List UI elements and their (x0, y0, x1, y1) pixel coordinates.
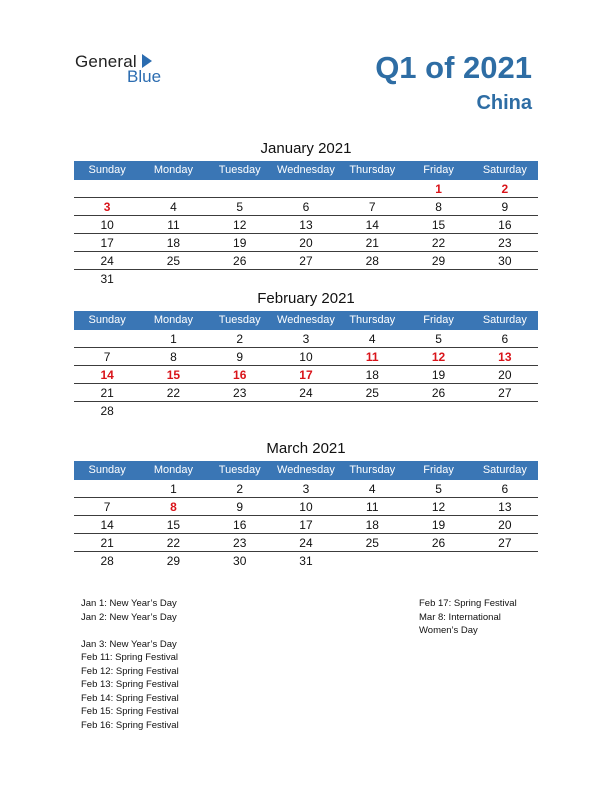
day-cell: 15 (166, 518, 181, 532)
weekday-label: Sunday (88, 464, 126, 476)
weekday-label: Friday (423, 314, 454, 326)
week-row (74, 366, 538, 384)
day-cell: 11 (365, 350, 379, 364)
day-cell: 19 (431, 518, 446, 532)
day-cell: 22 (431, 236, 446, 250)
day-cell: 5 (435, 482, 442, 496)
weekday-label: Saturday (482, 464, 527, 476)
day-cell: 17 (299, 518, 313, 532)
weekday-label: Friday (423, 164, 454, 176)
day-cell: 14 (365, 218, 379, 232)
day-cell: 14 (100, 518, 114, 532)
weekday-label: Tuesday (218, 464, 261, 476)
month-calendar (74, 138, 538, 287)
week-row (74, 198, 538, 216)
week-row (74, 180, 538, 198)
day-cell: 8 (435, 200, 442, 214)
day-cell: 27 (498, 536, 512, 550)
day-cell: 9 (501, 200, 509, 214)
weekday-label: Saturday (482, 314, 527, 326)
day-cell: 24 (299, 536, 313, 550)
month-calendar (74, 288, 538, 419)
day-cell: 5 (236, 200, 244, 214)
day-cell (140, 270, 206, 287)
day-cell: 2 (236, 332, 244, 346)
day-cell (74, 330, 140, 347)
day-cell: 6 (501, 482, 509, 496)
day-cell (339, 270, 405, 287)
day-cell: 8 (170, 500, 177, 514)
day-cell: 14 (100, 368, 114, 382)
day-cell (207, 402, 273, 419)
day-cell (273, 180, 339, 197)
day-cell (273, 270, 339, 287)
holiday-note: Feb 17: Spring Festival (419, 598, 517, 609)
week-row (74, 498, 538, 516)
day-cell: 24 (100, 254, 114, 268)
day-cell: 20 (299, 236, 313, 250)
day-cell: 25 (365, 536, 379, 550)
day-cell: 25 (166, 254, 181, 268)
holiday-note: Mar 8: International (419, 611, 501, 623)
week-row (74, 552, 538, 569)
weekday-label: Sunday (88, 164, 126, 176)
day-cell: 4 (368, 332, 376, 346)
holiday-note: Jan 3: New Year’s Day (81, 638, 177, 650)
day-cell: 7 (368, 200, 376, 214)
day-cell: 3 (302, 482, 310, 496)
weekday-header (74, 461, 538, 480)
month-title: January 2021 (260, 140, 352, 157)
logo (75, 52, 175, 88)
day-cell: 21 (100, 386, 114, 400)
day-cell (339, 180, 405, 197)
day-cell: 15 (431, 218, 446, 232)
holiday-note: Women’s Day (419, 625, 478, 636)
notes-spacer (81, 624, 179, 638)
week-row (74, 330, 538, 348)
weekday-header (74, 161, 538, 180)
day-cell: 13 (498, 500, 512, 514)
weekday-label: Monday (153, 164, 193, 176)
day-cell: 22 (166, 536, 181, 550)
day-cell: 7 (103, 500, 111, 514)
holiday-notes-right (419, 597, 517, 638)
page-title: Q1 of 2021 (375, 50, 532, 85)
day-cell: 13 (299, 218, 313, 232)
day-cell (472, 270, 538, 287)
day-cell (339, 402, 405, 419)
logo-general-text: General (75, 52, 137, 71)
holiday-notes-left (81, 597, 179, 732)
day-cell (339, 552, 405, 569)
day-cell (273, 402, 339, 419)
day-cell: 23 (233, 386, 247, 400)
day-cell: 12 (233, 218, 247, 232)
day-cell (207, 180, 273, 197)
weekday-label: Thursday (349, 314, 396, 326)
weekday-label: Tuesday (218, 164, 261, 176)
day-cell: 18 (365, 518, 379, 532)
day-cell: 20 (498, 368, 512, 382)
day-cell: 27 (299, 254, 313, 268)
day-cell: 9 (236, 350, 244, 364)
day-cell (405, 402, 471, 419)
day-cell: 26 (431, 536, 446, 550)
weekday-label: Friday (423, 464, 454, 476)
day-cell: 23 (233, 536, 247, 550)
day-cell: 21 (100, 536, 114, 550)
day-cell: 3 (302, 332, 310, 346)
day-cell (472, 552, 538, 569)
day-cell (74, 180, 140, 197)
day-cell: 25 (365, 386, 379, 400)
day-cell: 9 (236, 500, 244, 514)
day-cell (472, 402, 538, 419)
weekday-label: Saturday (482, 164, 527, 176)
day-cell: 21 (365, 236, 379, 250)
day-cell: 20 (498, 518, 512, 532)
day-cell: 4 (170, 200, 177, 214)
day-cell: 28 (100, 554, 114, 568)
day-cell: 4 (368, 482, 376, 496)
day-cell: 24 (299, 386, 313, 400)
day-cell: 6 (302, 200, 310, 214)
logo-blue-text: Blue (127, 67, 162, 86)
week-row (74, 384, 538, 402)
holiday-note: Jan 1: New Year’s Day (81, 598, 177, 609)
day-cell: 17 (299, 368, 313, 382)
day-cell: 16 (233, 518, 247, 532)
week-row (74, 348, 538, 366)
day-cell: 26 (233, 254, 247, 268)
day-cell (140, 402, 206, 419)
holiday-note: Feb 16: Spring Festival (81, 719, 179, 731)
day-cell: 29 (431, 254, 446, 268)
day-cell: 30 (233, 554, 247, 568)
weekday-header (74, 311, 538, 330)
week-row (74, 402, 538, 419)
day-cell: 5 (435, 332, 442, 346)
weekday-label: Wednesday (277, 314, 335, 326)
week-row (74, 480, 538, 498)
day-cell (207, 270, 273, 287)
day-cell: 2 (236, 482, 244, 496)
day-cell: 16 (233, 368, 247, 382)
weekday-label: Sunday (88, 314, 126, 326)
day-cell: 7 (103, 350, 111, 364)
day-cell (74, 480, 140, 497)
day-cell: 22 (166, 386, 181, 400)
day-cell: 12 (431, 500, 446, 514)
week-row (74, 534, 538, 552)
day-cell: 29 (166, 554, 181, 568)
day-cell (140, 180, 206, 197)
weekday-label: Thursday (349, 164, 396, 176)
day-cell: 8 (170, 350, 177, 364)
day-cell: 1 (170, 332, 177, 346)
day-cell: 6 (501, 332, 509, 346)
day-cell: 30 (498, 254, 512, 268)
day-cell: 11 (366, 500, 379, 514)
country-name: China (476, 92, 532, 114)
day-cell: 23 (498, 236, 512, 250)
month-calendar (74, 438, 538, 569)
week-row (74, 216, 538, 234)
day-cell (405, 270, 471, 287)
day-cell: 19 (233, 236, 247, 250)
day-cell: 28 (100, 404, 114, 418)
holiday-note: Feb 15: Spring Festival (81, 706, 179, 717)
day-cell: 15 (166, 368, 181, 382)
weekday-label: Wednesday (277, 164, 335, 176)
week-row (74, 252, 538, 270)
day-cell: 3 (103, 200, 111, 214)
day-cell: 10 (100, 218, 114, 232)
day-cell: 28 (365, 254, 379, 268)
day-cell: 18 (365, 368, 379, 382)
holiday-note: Jan 2: New Year’s Day (81, 611, 177, 623)
week-row (74, 516, 538, 534)
logo-triangle-icon (142, 54, 152, 68)
day-cell: 17 (100, 236, 114, 250)
weekday-label: Monday (153, 464, 193, 476)
day-cell: 13 (498, 350, 512, 364)
day-cell: 31 (100, 272, 114, 286)
holiday-note: Feb 13: Spring Festival (81, 679, 179, 690)
day-cell: 1 (435, 182, 442, 196)
day-cell: 10 (299, 350, 313, 364)
weekday-label: Thursday (349, 464, 396, 476)
day-cell: 18 (166, 236, 181, 250)
weekday-label: Monday (153, 314, 193, 326)
weekday-label: Tuesday (218, 314, 261, 326)
day-cell: 26 (431, 386, 446, 400)
day-cell: 2 (501, 182, 509, 196)
day-cell: 31 (299, 554, 313, 568)
week-row (74, 270, 538, 287)
month-title: February 2021 (257, 290, 355, 307)
holiday-note: Feb 14: Spring Festival (81, 692, 179, 704)
holiday-note: Feb 12: Spring Festival (81, 665, 179, 677)
day-cell: 27 (498, 386, 512, 400)
day-cell: 11 (167, 218, 180, 232)
day-cell: 12 (431, 350, 446, 364)
week-row (74, 234, 538, 252)
month-title: March 2021 (266, 440, 346, 457)
day-cell: 19 (431, 368, 446, 382)
holiday-note: Feb 11: Spring Festival (81, 652, 178, 663)
day-cell: 16 (498, 218, 512, 232)
weekday-label: Wednesday (277, 464, 335, 476)
day-cell: 1 (170, 482, 177, 496)
day-cell: 10 (299, 500, 313, 514)
day-cell (405, 552, 471, 569)
